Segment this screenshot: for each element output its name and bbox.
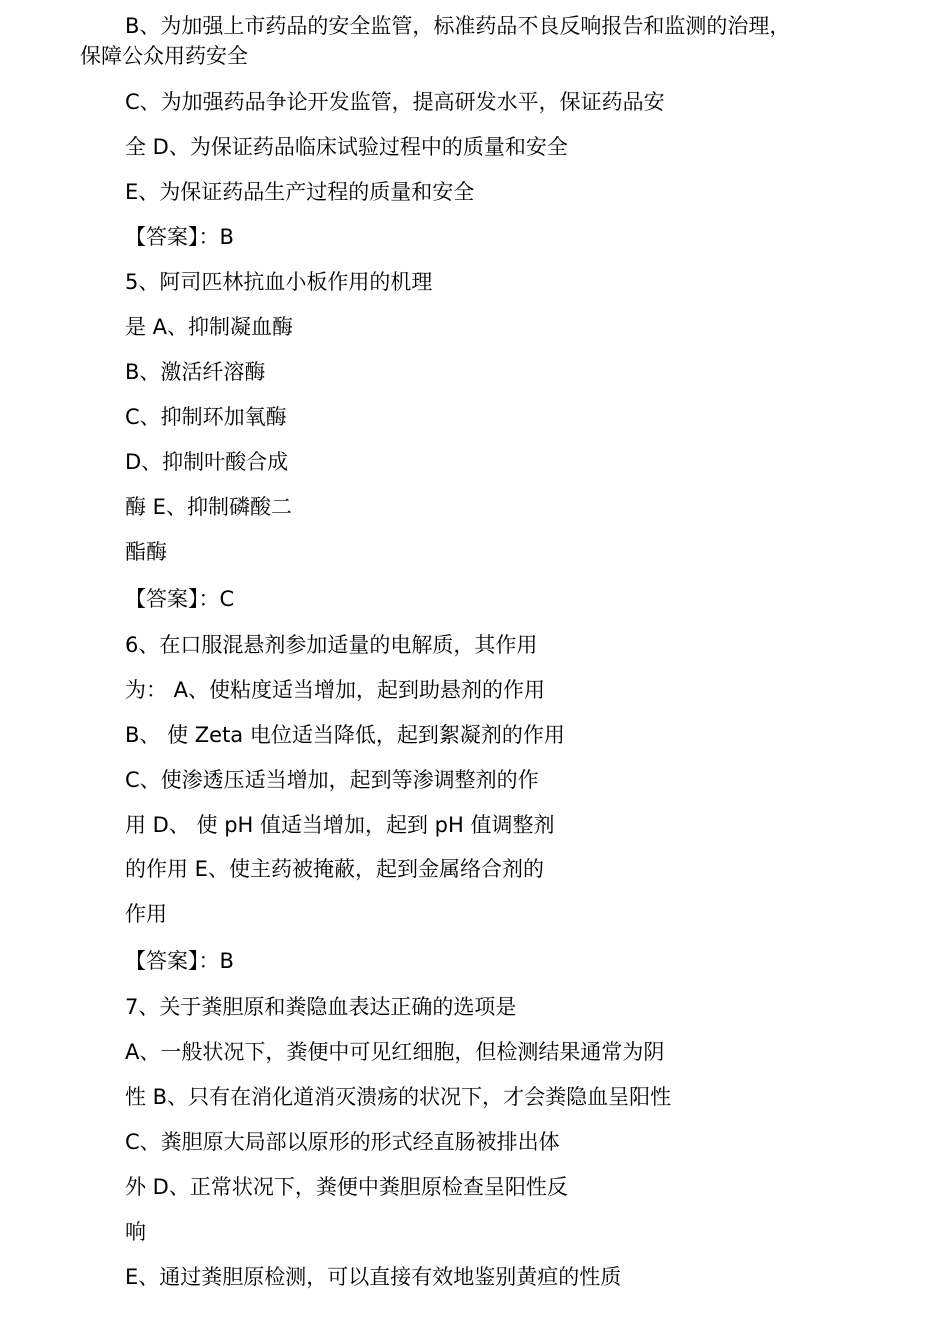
- option-c-line-1: C、为加强药品争论开发监管，提高研发水平，保证药品安: [125, 90, 665, 114]
- q7-option-b: 性 B、只有在消化道消灭溃疡的状况下，才会粪隐血呈阳性: [125, 1085, 672, 1109]
- question-5: 5、阿司匹林抗血小板作用的机理: [125, 270, 433, 294]
- q5-option-e-line-1: 酶 E、抑制磷酸二: [125, 495, 292, 519]
- option-c-line-2: 全 D、为保证药品临床试验过程中的质量和安全: [125, 135, 568, 159]
- q7-option-c: C、粪胆原大局部以原形的形式经直肠被排出体: [125, 1130, 560, 1154]
- option-b-line-2: 保障公众用药安全: [80, 44, 248, 68]
- q5-option-d: D、抑制叶酸合成: [125, 450, 289, 474]
- q6-option-c: C、使渗透压适当增加，起到等渗调整剂的作: [125, 768, 539, 792]
- answer-6: 【答案】：B: [125, 949, 234, 973]
- q6-option-e-line-1: 的作用 E、使主药被掩蔽，起到金属络合剂的: [125, 857, 544, 881]
- question-6: 6、在口服混悬剂参加适量的电解质，其作用: [125, 633, 538, 657]
- q6-option-e-line-2: 作用: [125, 902, 167, 926]
- q7-option-d-line-1: 外 D、正常状况下，粪便中粪胆原检查呈阳性反: [125, 1175, 568, 1199]
- option-e-line: E、为保证药品生产过程的质量和安全: [125, 180, 475, 204]
- q6-option-b: B、 使 Zeta 电位适当降低，起到絮凝剂的作用: [125, 723, 565, 747]
- question-7: 7、关于粪胆原和粪隐血表达正确的选项是: [125, 995, 517, 1019]
- q5-option-e-line-2: 酯酶: [125, 540, 167, 564]
- q6-option-d: 用 D、 使 pH 值适当增加，起到 pH 值调整剂: [125, 813, 555, 837]
- q5-option-c: C、抑制环加氧酶: [125, 405, 287, 429]
- q7-option-e: E、通过粪胆原检测，可以直接有效地鉴别黄疸的性质: [125, 1265, 622, 1289]
- q5-option-a: 是 A、抑制凝血酶: [125, 315, 294, 339]
- q5-option-b: B、激活纤溶酶: [125, 360, 266, 384]
- q6-option-a: 为： A、使粘度适当增加，起到助悬剂的作用: [125, 678, 546, 702]
- answer-4: 【答案】：B: [125, 225, 234, 249]
- q7-option-d-line-2: 响: [125, 1220, 146, 1244]
- answer-5: 【答案】：C: [125, 587, 235, 611]
- q7-option-a: A、一般状况下，粪便中可见红细胞，但检测结果通常为阴: [125, 1040, 665, 1064]
- option-b-line-1: B、为加强上市药品的安全监管，标准药品不良反响报告和监测的治理，: [125, 14, 791, 38]
